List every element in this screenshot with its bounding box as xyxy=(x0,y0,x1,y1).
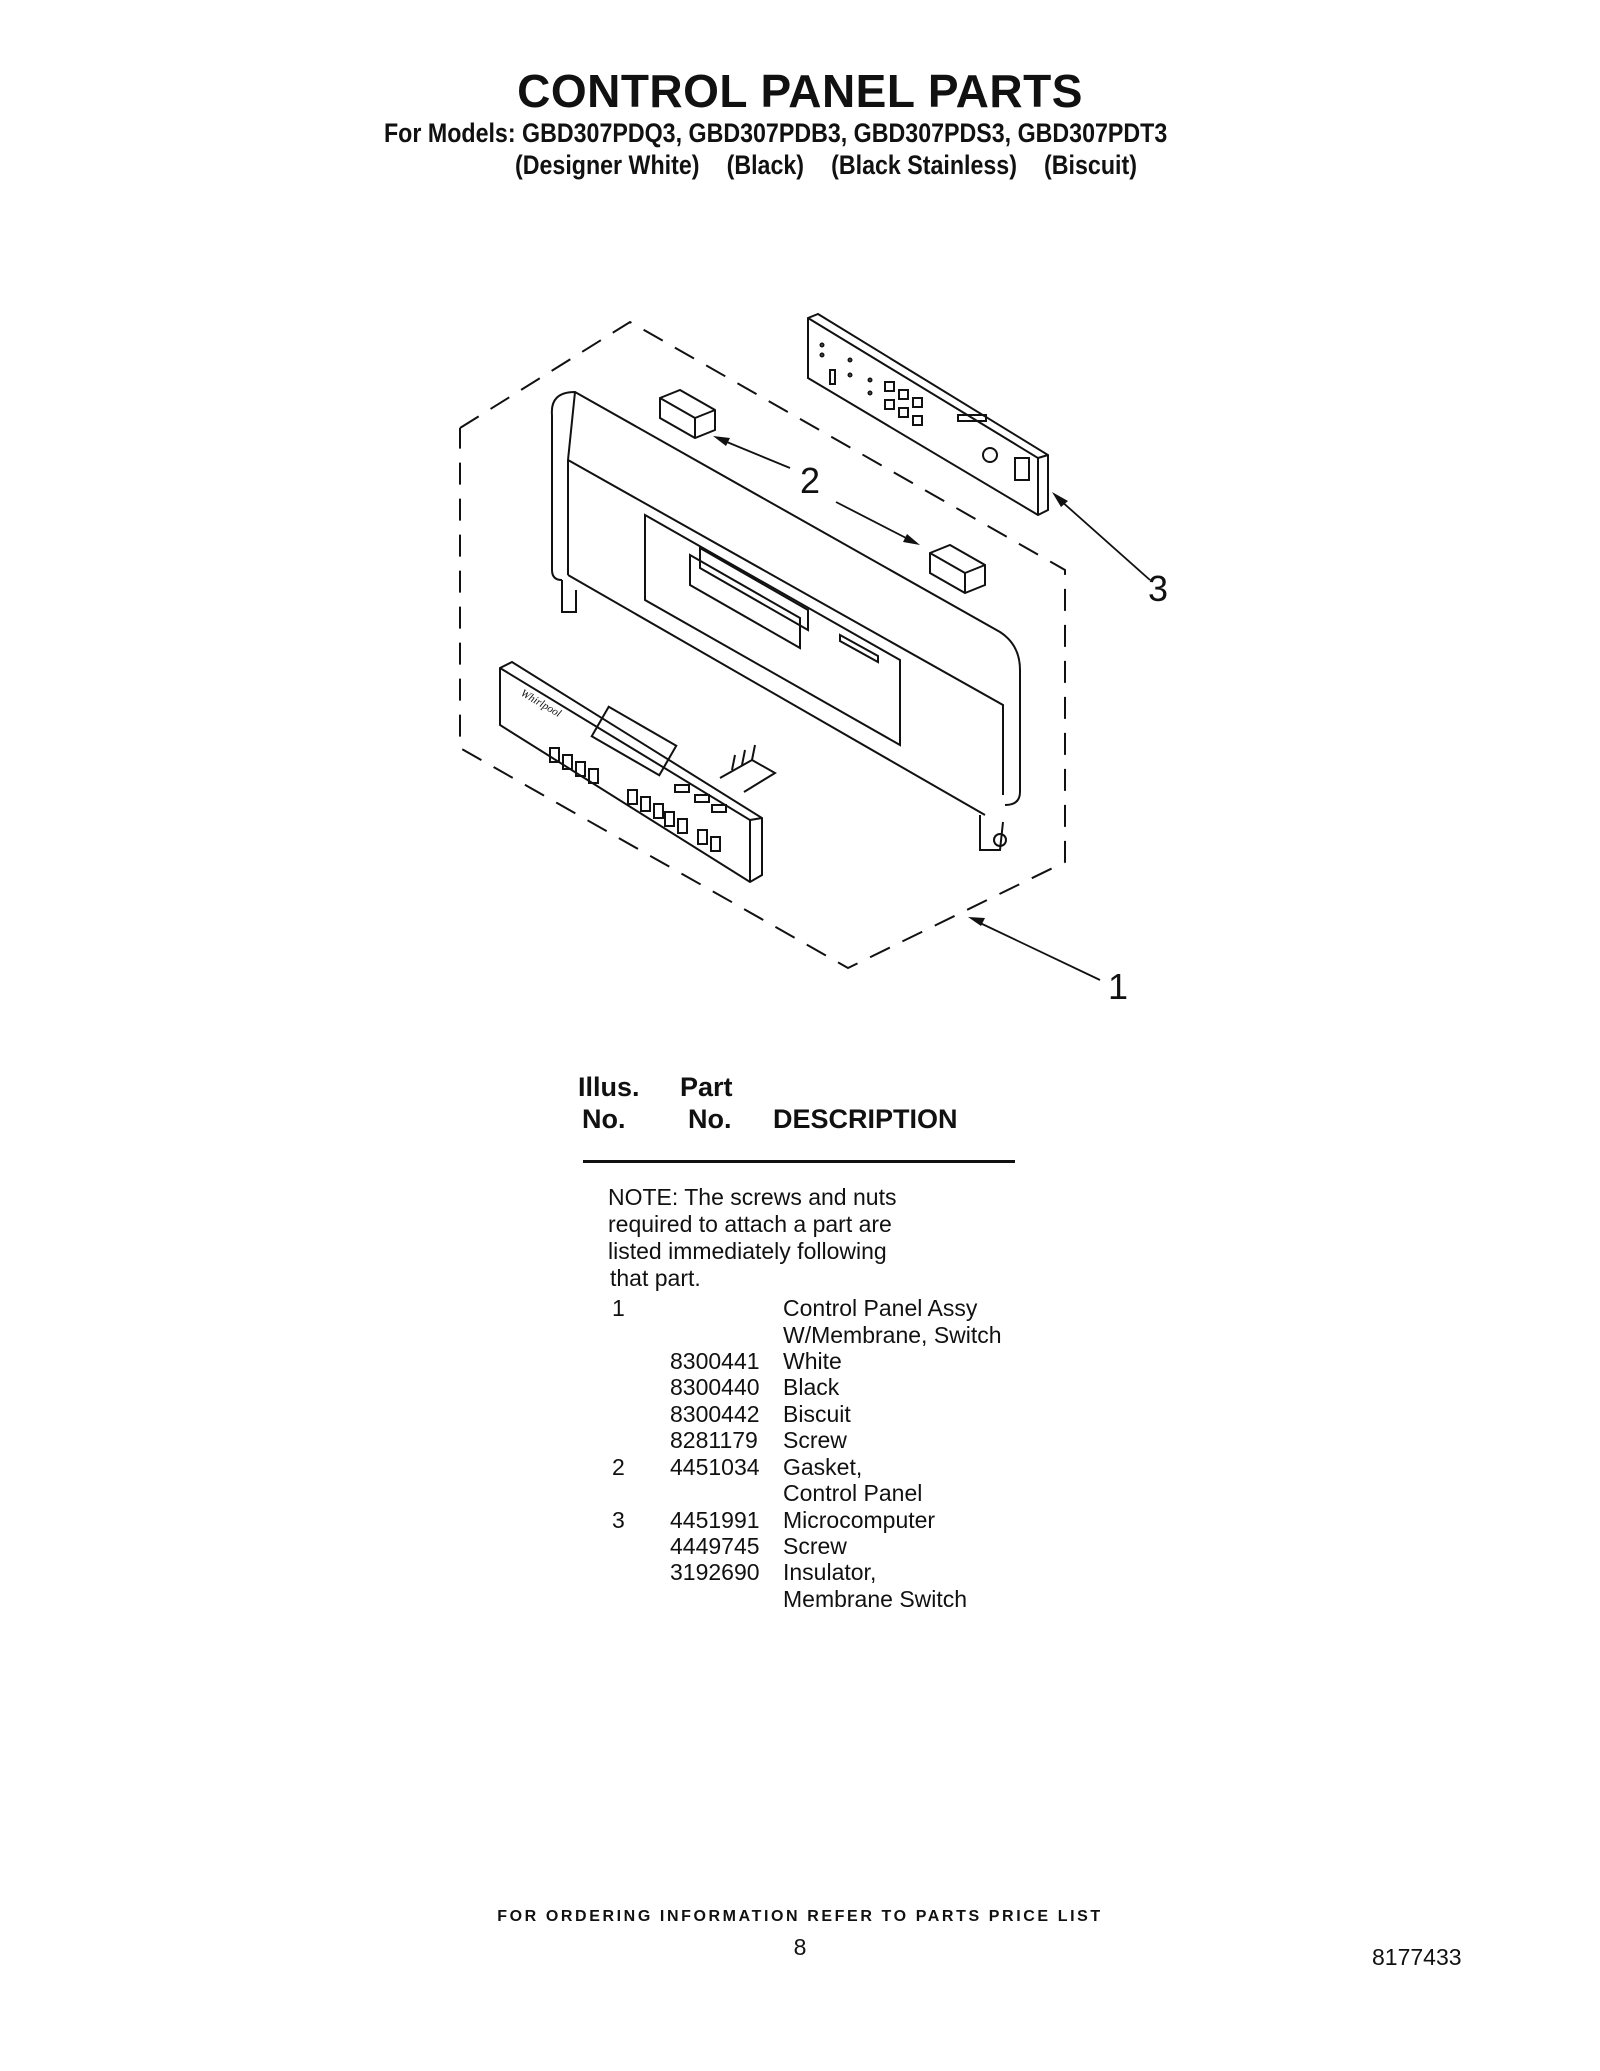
callout-3: 3 xyxy=(1148,568,1169,609)
description: Control Panel Assy xyxy=(783,1295,978,1321)
description: Screw xyxy=(783,1533,847,1559)
part-no: 3192690 xyxy=(670,1559,760,1585)
parts-note xyxy=(608,1184,896,1292)
description: White xyxy=(783,1348,842,1374)
variant-black: (Black) xyxy=(726,150,805,180)
callout-1: 1 xyxy=(1108,966,1129,1007)
description: W/Membrane, Switch xyxy=(783,1322,1002,1348)
header-part-line2: No. xyxy=(688,1104,732,1134)
variant-biscuit: (Biscuit) xyxy=(1044,150,1137,180)
gasket-bottom xyxy=(930,545,985,593)
control-panel-frame xyxy=(552,392,1020,850)
illus-no: 2 xyxy=(612,1454,625,1480)
note-line: NOTE: The screws and nuts xyxy=(608,1184,897,1210)
illus-no: 3 xyxy=(612,1507,625,1533)
description: Membrane Switch xyxy=(783,1586,968,1612)
header-part-line1: Part xyxy=(680,1072,733,1102)
description: Gasket, xyxy=(783,1454,863,1480)
callout-leaders xyxy=(722,440,1150,980)
description: Insulator, xyxy=(783,1559,877,1585)
part-no: 4451991 xyxy=(670,1507,760,1533)
callout-2: 2 xyxy=(800,460,821,501)
document-number: 8177433 xyxy=(1372,1944,1462,1970)
part-no: 8281179 xyxy=(670,1427,758,1453)
part-no: 8300442 xyxy=(670,1401,760,1427)
microcomputer-board xyxy=(808,314,1048,515)
description: Screw xyxy=(783,1427,847,1453)
whirlpool-logo: Whirlpool xyxy=(518,687,564,720)
note-line: required to attach a part are xyxy=(608,1211,892,1237)
note-line: listed immediately following xyxy=(608,1238,887,1264)
description: Microcomputer xyxy=(783,1507,936,1533)
page-number: 8 xyxy=(793,1934,807,1960)
header-rule xyxy=(583,1160,1015,1163)
variant-black-stainless: (Black Stainless) xyxy=(831,150,1017,180)
illus-no: 1 xyxy=(612,1295,625,1321)
page-title: CONTROL PANEL PARTS xyxy=(517,65,1083,117)
description: Black xyxy=(783,1374,840,1400)
part-no: 8300441 xyxy=(670,1348,760,1374)
ordering-footer: FOR ORDERING INFORMATION REFER TO PARTS PRICE LIST xyxy=(497,1908,1103,1925)
gasket-top xyxy=(660,390,715,438)
header-illus-line2: No. xyxy=(582,1104,626,1134)
part-no: 8300440 xyxy=(670,1374,760,1400)
part-no: 4449745 xyxy=(670,1533,760,1559)
note-line: that part. xyxy=(610,1265,701,1291)
header-illus-line1: Illus. xyxy=(578,1072,640,1102)
header-description: DESCRIPTION xyxy=(773,1104,958,1134)
variant-designer-white: (Designer White) xyxy=(515,150,700,180)
models-line: For Models: GBD307PDQ3, GBD307PDB3, GBD307PDS3, GBD307PDT3 xyxy=(384,118,1168,148)
description: Control Panel xyxy=(783,1480,923,1506)
description: Biscuit xyxy=(783,1401,851,1427)
part-no: 4451034 xyxy=(670,1454,760,1480)
